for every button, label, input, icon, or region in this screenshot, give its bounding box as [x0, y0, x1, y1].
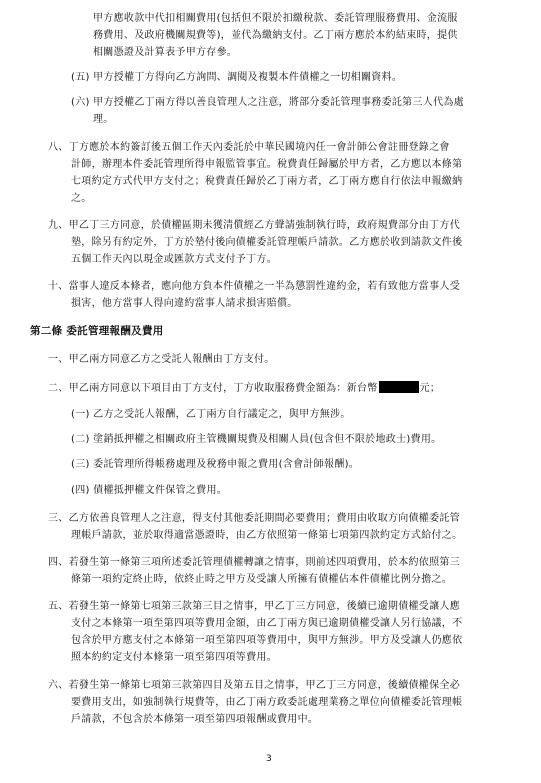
clause-8: 八、丁方應於本約簽訂後五個工作天內委託於中華民國境內任一會計師公會註冊登錄之會 — [48, 142, 450, 153]
section-title: 第二條 委託管理報酬及費用 — [30, 325, 164, 337]
text-line: 戶請款，不包含於本條第一項至第四項報酬或費用中。 — [71, 714, 319, 725]
fee-item-4: (四) 債權抵押權文件保管之費用。 — [71, 485, 228, 496]
clause-10: 十、當事人違反本條者，應向他方負本件債權之一半為懲罰性違約金，若有致他方當事人受 — [48, 281, 460, 292]
text-line: 墊，除另有約定外，丁方於墊付後向債權委託管理帳戶請款。乙方應於收到請款文件後 — [71, 237, 463, 248]
article2-clause-2 — [48, 381, 440, 395]
text-line: 包含於甲方應支付之本條第一項至第四項等費用中，與甲方無涉。甲方及受讓人仍應依 — [71, 635, 463, 646]
text-segment: 二、甲乙兩方同意以下項目由丁方支付，丁方收取服務費金額為：新台幣 — [48, 383, 378, 394]
text-line: 務費用、及政府機關規費等)，並代為繳納支付。乙丁兩方應於本約結束時，提供 — [93, 30, 458, 41]
text-line: 七項約定方式代甲方支付之；稅費責任歸於乙丁兩方者，乙丁兩方應自行依法申報繳納 — [71, 176, 463, 187]
fee-item-3: (三) 委託管理所得帳務處理及稅務申報之費用(含會計師報酬)。 — [71, 459, 360, 470]
fee-item-2: (二) 塗銷抵押權之相關政府主管機關規費及相關人員(包含但不限於地政士)費用。 — [71, 434, 442, 445]
redacted-amount — [379, 381, 419, 393]
text-line: 相關憑證及計算表予甲方存參。 — [93, 47, 238, 58]
text-segment: 元； — [419, 383, 441, 394]
fee-item-1: (一) 乙方之受託人報酬，乙丁兩方自行議定之，與甲方無涉。 — [71, 409, 351, 420]
text-line: 要費用支出，如強制執行規費等，由乙丁兩方政委託處理業務之單位向債權委託管理帳 — [71, 697, 463, 708]
text-line: 計師，辦理本件委託管理所得申報監管事宜。稅費責任歸屬於甲方者，乙方應以本條第 — [71, 159, 463, 170]
text-line: 五個工作天內以現金或匯款方式支付予丁方。 — [71, 254, 277, 265]
page-number: 3 — [266, 754, 272, 764]
article2-clause-3: 三、乙方依善良管理人之注意，得支付其他委託期間必要費用；費用由收取方向債權委託管 — [48, 513, 460, 524]
text-line: 之。 — [71, 193, 92, 204]
text-line: 條第一項約定終止時，依終止時之甲方及受讓人所擁有債權佔本件債權比例分擔之。 — [71, 574, 453, 585]
text-line: 理帳戶請款，並於取得適當憑證時，由乙方依照第一條第七項第四款約定方式給付之。 — [71, 530, 463, 541]
article2-clause-5: 五、若發生第一條第七項第三款第三目之情事，甲乙丁三方同意，後續已逾期債權受讓人應 — [48, 601, 460, 612]
clause-item-6: (六) 甲方授權乙丁兩方得以善良管理人之注意，將部分委託管理事務委託第三人代為處 — [71, 97, 464, 108]
article2-clause-1: 一、甲乙兩方同意乙方之受託人報酬由丁方支付。 — [48, 354, 275, 365]
article2-clause-4: 四、若發生第一條第三項所述委託管理債權轉讓之情事，則前述四項費用，於本約依照第三 — [48, 557, 460, 568]
text-line: 支付之本條第一項至第四項等費用金額，由乙丁兩方與已逾期債權受讓人另行協議，不 — [71, 618, 463, 629]
text-line: 甲方應收款中代扣相關費用(包括但不限於扣繳稅款、委託管理服務費用、金流服 — [93, 13, 458, 24]
text-line: 照本約約定支付本條第一項至第四項等費用。 — [71, 652, 277, 663]
article2-clause-6: 六、若發生第一條第七項第三款第四目及第五目之情事，甲乙丁三方同意，後續債權保全必 — [48, 680, 460, 691]
text-line: 損害，他方當事人得向違約當事人請求損害賠償。 — [71, 298, 298, 309]
clause-9: 九、甲乙丁三方同意，於債權區期未獲清償經乙方聲請強制執行時，政府規費部分由丁方代 — [48, 220, 460, 231]
text-line: 理。 — [93, 114, 114, 125]
clause-item-5: (五) 甲方授權丁方得向乙方詢問、調閱及複製本件債權之一切相關資料。 — [71, 72, 403, 83]
